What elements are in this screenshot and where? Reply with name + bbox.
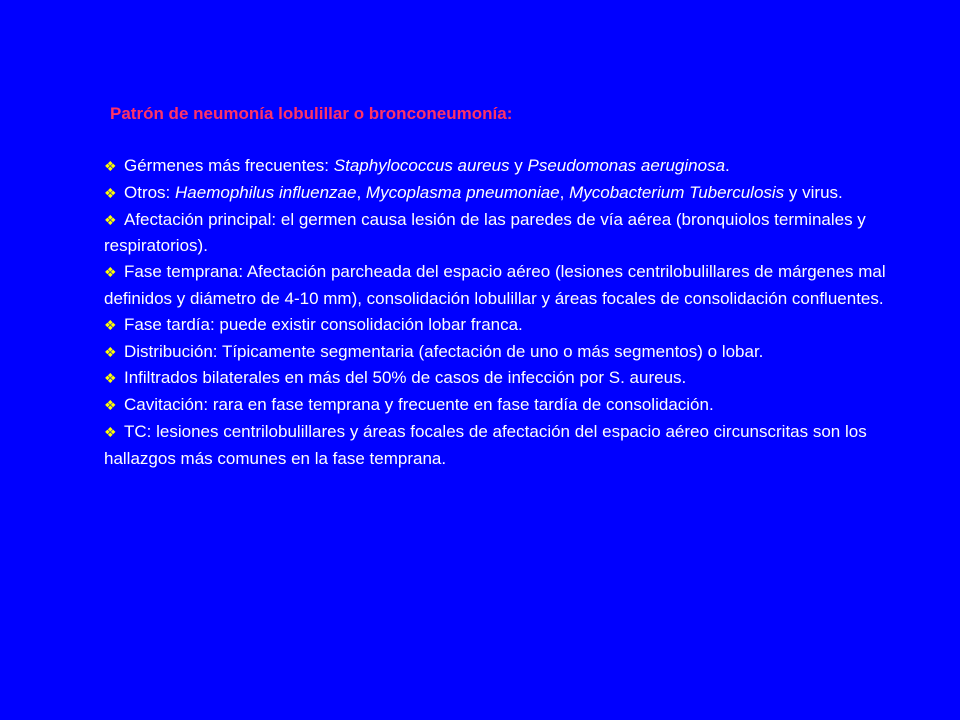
diamond-bullet-icon: ❖ [104,370,117,387]
italic-text: Mycoplasma pneumoniae [365,182,560,202]
bullet-item [104,312,904,339]
diamond-bullet-icon: ❖ [104,264,117,281]
bullet-text: Cavitación: rara en fase temprana y frecuente en fase tardía de consolidación. [124,395,714,415]
bullet-item [104,339,904,366]
bullet-text: Fase tardía: puede existir consolidación lobar franca. [124,314,523,334]
bullet-text: . [725,156,730,175]
bullet-text: TC: lesiones centrilobulillares y áreas focales de afectación del espacio aéreo circunscritas son los hallazgos más comunes en la fase temprana. [104,421,867,468]
diamond-bullet-icon: ❖ [104,397,117,414]
bullet-text: Fase temprana: Afectación parcheada del espacio aéreo (lesiones centrilobulillares de márgenes mal definidos y diámetro de 4-10 mm), consolidación lobulillar y áreas focales de consolidación confluentes. [104,262,886,308]
bullet-item [104,365,904,392]
bullet-text: y [509,156,528,175]
diamond-bullet-icon: ❖ [104,211,117,228]
diamond-bullet-icon: ❖ [104,158,117,174]
bullet-text: Gérmenes más frecuentes: [124,156,334,175]
diamond-bullet-icon: ❖ [104,423,117,440]
bullet-item [104,180,904,207]
bullet-item [104,419,904,472]
slide-heading: Patrón de neumonía lobulillar o bronconeumonía: [110,104,513,123]
bullet-text: , [356,182,366,202]
italic-text: Pseudomonas aeruginosa [527,156,726,175]
bullet-text: y virus. [784,182,843,202]
diamond-bullet-icon: ❖ [104,184,117,201]
bullet-item [104,153,904,180]
italic-text: Haemophilus influenzae [175,182,357,202]
bullet-item [104,207,904,260]
italic-text: Mycobacterium Tuberculosis [569,182,785,202]
bullet-text: Distribución: Típicamente segmentaria (afectación de uno o más segmentos) o lobar. [124,341,764,361]
diamond-bullet-icon: ❖ [104,316,117,333]
bullet-item [104,392,904,419]
italic-text: Staphylococcus aureus [333,156,510,175]
bullet-text: Afectación principal: el germen causa lesión de las paredes de vía aérea (bronquiolos terminales y respiratorios). [104,209,866,256]
bullet-list [104,153,904,472]
bullet-text: Otros: [124,182,176,202]
bullet-text: , [559,182,570,202]
bullet-item [104,259,904,312]
bullet-text: Infiltrados bilaterales en más del 50% de casos de infección por S. aureus. [124,368,687,388]
diamond-bullet-icon: ❖ [104,343,117,360]
